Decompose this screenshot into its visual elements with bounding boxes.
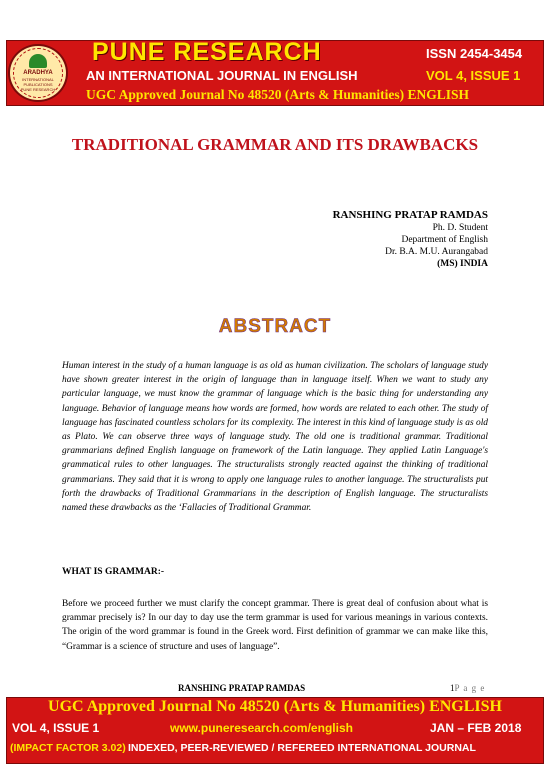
logo-emblem-icon bbox=[29, 54, 47, 68]
footer-indexed-line: INDEXED, PEER-REVIEWED / REFEREED INTERNATIONAL JOURNAL bbox=[128, 742, 476, 754]
footer-impact-factor: (IMPACT FACTOR 3.02) bbox=[10, 742, 126, 754]
author-location: (MS) INDIA bbox=[437, 259, 488, 269]
logo-ring bbox=[13, 48, 63, 98]
author-department: Department of English bbox=[401, 235, 488, 245]
footer-volume: VOL 4, ISSUE 1 bbox=[12, 721, 100, 735]
logo-text-bottom: INTERNATIONAL PUBLICATIONS bbox=[22, 77, 54, 87]
footer-date: JAN – FEB 2018 bbox=[430, 721, 522, 735]
author-university: Dr. B.A. M.U. Aurangabad bbox=[385, 247, 488, 257]
journal-logo bbox=[8, 44, 68, 102]
journal-subtitle: AN INTERNATIONAL JOURNAL IN ENGLISH bbox=[86, 68, 358, 83]
body-paragraph: Before we proceed further we must clarify the concept grammar. There is great deal of confusion about what is grammar precisely is? In our day to day use the term grammar is used for various meanings in various contexts. The origin of the word grammar is found in the Greek word. First definition of grammar we can make like this, “Grammar is a science of structure and uses of language”. bbox=[62, 599, 488, 652]
journal-title: PUNE RESEARCH bbox=[92, 38, 322, 66]
page-number bbox=[450, 683, 485, 693]
author-block bbox=[333, 208, 488, 270]
page-number-value: 1 bbox=[450, 683, 455, 693]
section-heading: WHAT IS GRAMMAR:- bbox=[62, 567, 165, 577]
page-label: P a g e bbox=[454, 683, 486, 693]
journal-volume: VOL 4, ISSUE 1 bbox=[426, 68, 521, 83]
abstract-paragraph: Human interest in the study of a human language is as old as human civilization. The scholars of language study have shown greater interest in the origin of language than in language itself. When we want to study any particular language, we must know the grammar of language which is the basic thing for understanding any language. Behavior of language means how words are formed, how words are related to each other. The study of language has fascinated countless scholars for its complexity. The interest in this kind of language study is as old as Plato. We can observe three ways of language study. The old one is traditional grammar. Traditional grammarians defined English language on framework of the Latin language. They applied Latin Language's grammatical rules to other languages. The structuralists strongly reacted against the thinking of traditional grammarians. They said that it is wrong to apply one language rules to another language. The structuralists put forth the drawbacks of Traditional Grammarians in the description of English language. The structuralists named these drawbacks as the ‘Fallacies of Traditional Grammar. bbox=[62, 361, 488, 514]
running-author: RANSHING PRATAP RAMDAS bbox=[178, 683, 306, 693]
journal-issn: ISSN 2454-3454 bbox=[426, 46, 523, 61]
abstract-heading bbox=[0, 316, 550, 338]
article-title: TRADITIONAL GRAMMAR AND ITS DRAWBACKS bbox=[71, 135, 479, 154]
footer-ugc-line: UGC Approved Journal No 48520 (Arts & Humanities) ENGLISH bbox=[48, 698, 502, 715]
logo-text-band: PUNE RESEARCH bbox=[20, 87, 56, 92]
journal-ugc-line: UGC Approved Journal No 48520 (Arts & Humanities) ENGLISH bbox=[86, 87, 470, 102]
author-name: RANSHING PRATAP RAMDAS bbox=[332, 209, 488, 221]
footer-url-link[interactable]: www.puneresearch.com/english bbox=[170, 721, 353, 735]
author-position: Ph. D. Student bbox=[432, 223, 488, 233]
logo-text-top: ARADHYA bbox=[23, 70, 53, 76]
abstract-heading-text: ABSTRACT bbox=[218, 316, 332, 337]
